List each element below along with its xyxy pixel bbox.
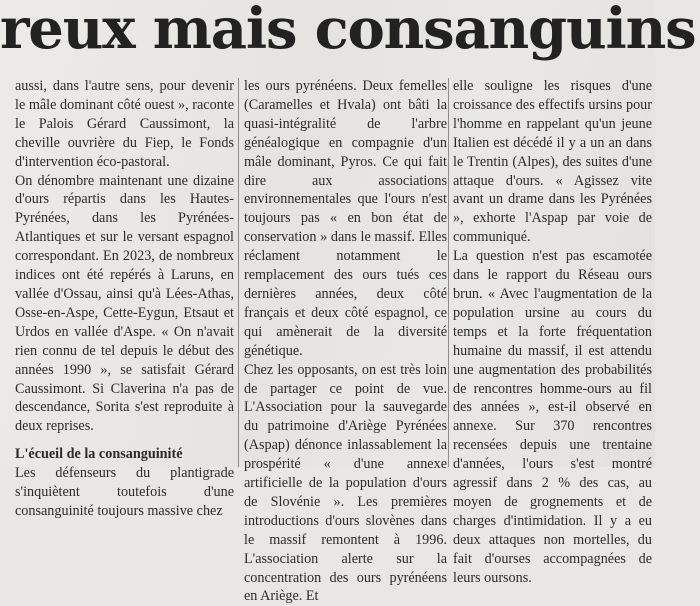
paragraph: aussi, dans l'autre sens, pour devenir le mâle dominant côté ouest », raconte le Palois Gérard Caussimont, la cheville ouvrière du Fiep, le Fonds d'intervention éco-pastoral. — [15, 78, 234, 170]
paragraph: elle souligne les risques d'une croissance des effectifs ursins pour l'homme en rappelant qu'un jeune Italien est décédé il y a un an dans le Trentin (Alpes), des suites d'une attaque d'ours. « Agissez vite avant un drame dans les Pyrénées », exhorte l'Aspap par voie de communiqué. — [453, 78, 652, 246]
article-column-1 — [15, 77, 234, 521]
column-divider — [238, 78, 239, 467]
paragraph: Chez les opposants, on est très loin de partager ce point de vue. L'Association pour la sauvegarde du patrimoine d'Ariège Pyrénées (Aspap) dénonce inlassablement la prospérité « d'une annexe artificielle de la population d'ours de Slovénie ». Les premières introductions d'ours slovènes dans le massif remontent à 1996. L'association alerte sur la concentration des ours pyrénéens en Ariège. Et — [244, 361, 447, 605]
article-column-2 — [244, 77, 447, 606]
headline: reux mais consanguins — [0, 0, 696, 62]
paragraph: La question n'est pas escamotée dans le rapport du Réseau ours brun. « Avec l'augmentation de la population ursine au cours du temps et la forte fréquentation humaine du massif, il est attendu une augmentation des probabilités de rencontres homme-ours au fil des années », est-il observé en annexe. Sur 370 rencontres recensées depuis une trentaine d'années, l'ours s'est montré agressif dans 2 % des cas, au moyen de grognements et de charges d'intimidation. Il y a eu deux attaques non mortelles, du fait d'ourses accompagnées de leurs oursons. — [453, 248, 652, 586]
column-divider — [448, 78, 449, 467]
article-column-3 — [453, 77, 652, 587]
paragraph: Les défenseurs du plantigrade s'inquiètent toutefois d'une consanguinité toujours massive chez — [15, 465, 234, 519]
paragraph: On dénombre maintenant une dizaine d'ours répartis dans les Hautes-Pyrénées, dans les Pyrénées-Atlantiques et sur le versant espagnol correspondant. En 2023, de nombreux indices ont été repérés à Laruns, en vallée d'Ossau, ainsi qu'à Lées-Athas, Osse-en-Aspe, Cette-Eygun, Etsaut et Urdos en vallée d'Aspe. « On n'avait rien connu de tel depuis le début des années 1990 », se satisfait Gérard Caussimont. Si Claverina n'a pas de descendance, Sorita s'est reproduite à deux reprises. — [15, 172, 234, 435]
section-subheading: L'écueil de la consanguinité — [15, 446, 183, 463]
paragraph: les ours pyrénéens. Deux femelles (Caramelles et Hvala) ont bâti la quasi-intégralité de l'arbre généalogique en compagnie d'un mâle dominant, Pyros. Ce qui fait dire aux associations environnementales que l'ours n'est toujours pas « en bon état de conservation » dans le massif. Elles réclament notamment le remplacement des ours tués ces dernières années, deux côté français et deux côté espagnol, ce qui amènerait de la diversité génétique. — [244, 78, 447, 359]
